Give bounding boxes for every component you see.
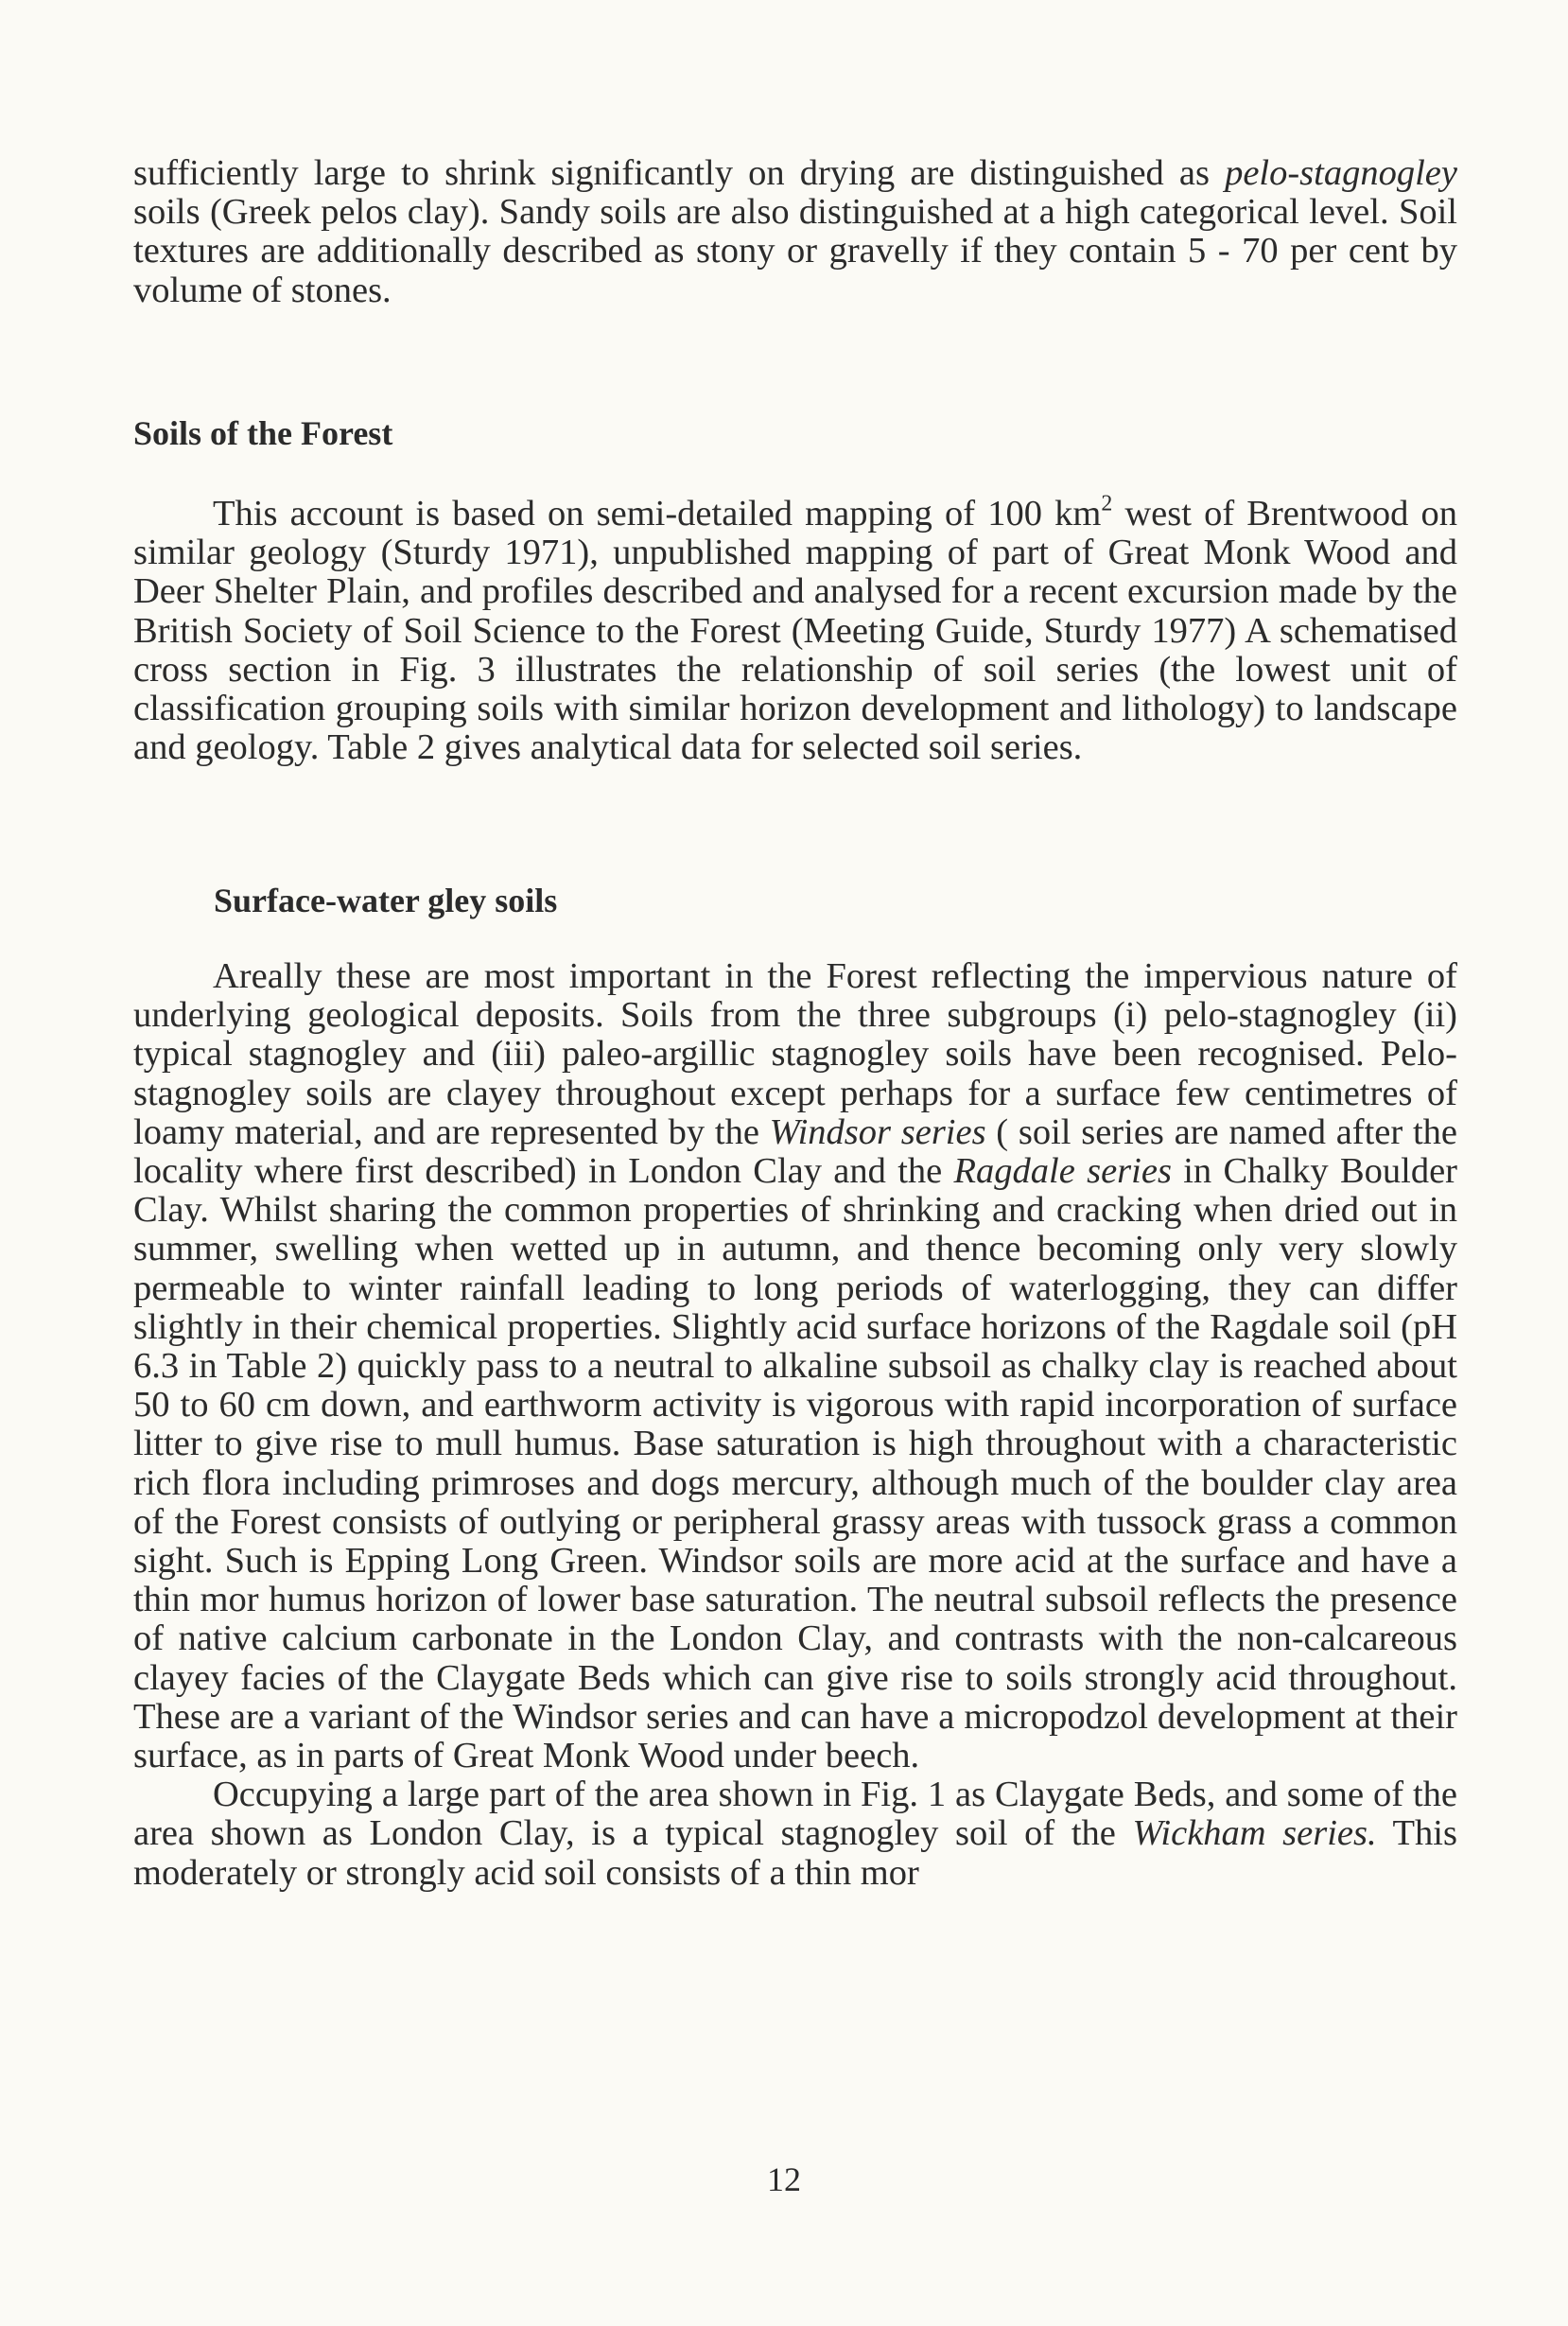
italic-term: Windsor series [769,1111,986,1152]
gley-paragraph-1 [133,957,1457,1775]
text-run: sufficiently large to shrink significantly on drying are distinguished as [133,153,1226,193]
intro-paragraph-block [133,154,1457,310]
text-run: Occupying a large part of the area shown in Fig. 1 as Claygate Beds, and some of the area shown as London Clay, is a typical stagnogley soil of the [133,1775,1457,1854]
italic-term: Wickham series. [1132,1813,1377,1854]
text-run: This account is based on semi-detailed mapping of 100 km [213,494,1102,533]
text-run: Areally these are most important in the Forest reflecting the impervious nature of underlying geological deposits. Soils from the three subgroups (i) pelo-stagnogley (ii) typical stagnogley and (iii) paleo-argillic stagnogley soils have been recognised. Pelo-stagnogley soils are clayey throughout except perhaps for a surface few centimetres of loamy material, and are represented by the [133,956,1457,1152]
italic-term: Ragdale series [953,1151,1172,1192]
section-heading-soils-of-the-forest: Soils of the Forest [133,414,393,452]
text-run: ( soil series are named after the locality where first described) in London Clay and the [133,1111,1457,1192]
forest-paragraph [133,491,1457,768]
text-run: west of Brentwood on similar geology (Sturdy 1971), unpublished mapping of part of Great Monk Wood and Deer Shelter Plain, and profiles described and analysed for a recent excursion made by the British Society of Soil Science to the Forest (Meeting Guide, Sturdy 1977) A schematised cross section in Fig. 3 illustrates the relationship of soil series (the lowest unit of classification grouping soils with similar horizon development and lithology) to landscape and geology. Table 2 gives analytical data for selected soil series. [133,494,1457,768]
text-run: This moderately or strongly acid soil consists of a thin mor [133,1813,1457,1893]
intro-paragraph [133,154,1457,310]
superscript: 2 [1101,491,1113,516]
text-run: in Chalky Boulder Clay. Whilst sharing the common properties of shrinking and cracking when dried out in summer, swelling when wetted up in autumn, and thence becoming only very slowly permeable to winter rainfall leading to long periods of waterlogging, they can differ slightly in their chemical properties. Slightly acid surface horizons of the Ragdale soil (pH 6.3 in Table 2) quickly pass to a neutral to alkaline subsoil as chalky clay is reached about 50 to 60 cm down, and earthworm activity is vigorous with rapid incorporation of surface litter to give rise to mull humus. Base saturation is high throughout with a characteristic rich flora including primroses and dogs mercury, although much of the boulder clay area of the Forest consists of outlying or peripheral grassy areas with tussock grass a common sight. Such is Epping Long Green. Windsor soils are more acid at the surface and have a thin mor humus horizon of lower base saturation. The neutral subsoil reflects the presence of native calcium carbonate in the London Clay, and contrasts with the non-calcareous clayey facies of the Claygate Beds which can give rise to soils strongly acid throughout. These are a variant of the Windsor series and can have a micropodzol development at their surface, as in parts of Great Monk Wood under beech. [133,1151,1457,1776]
forest-paragraph-block [133,491,1457,768]
subsection-heading-surface-water-gley-soils: Surface-water gley soils [214,882,558,919]
page-number: 12 [767,2160,801,2198]
gley-paragraph-block [133,957,1457,1893]
text-run: soils (Greek pelos clay). Sandy soils are also distinguished at a high categorical level. Soil textures are additionally described as stony or gravelly if they contain 5 - 70 per cent by volume of stones. [133,192,1457,310]
gley-paragraph-2 [133,1775,1457,1893]
italic-term: pelo-stagnogley [1225,153,1457,193]
